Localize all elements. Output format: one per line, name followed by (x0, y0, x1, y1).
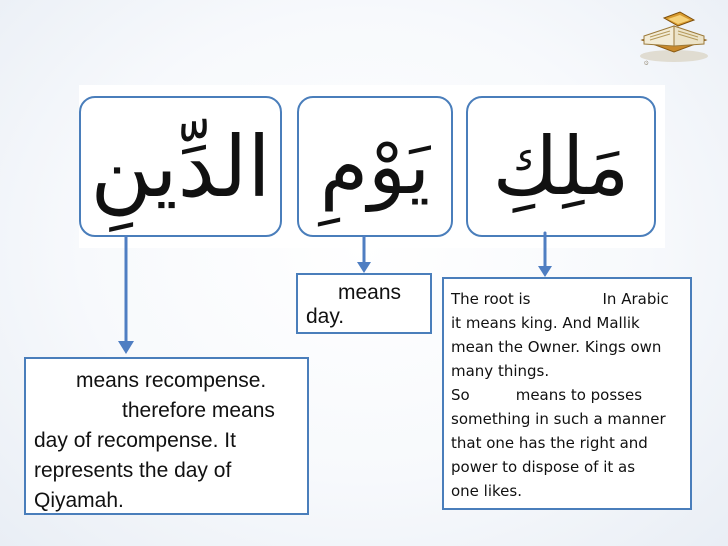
root-line-7: that one has the right and (451, 434, 648, 452)
arabic-word-ad-deen: الدِّينِ (90, 117, 271, 216)
root-line-1a: The root is (451, 290, 531, 308)
root-line-2: it means king. And Mallik (451, 314, 640, 332)
root-line-3: mean the Owner. Kings own (451, 338, 662, 356)
rec-line-5: Qiyamah. (34, 489, 124, 512)
arabic-word-maalik: مَلِكِ (492, 119, 630, 213)
root-line-1 (451, 287, 684, 311)
root-line-5 (451, 383, 684, 407)
rec-line-3: day of recompense. It (34, 429, 236, 452)
root-line-5b: means to posses (515, 386, 643, 404)
root-line-8: power to dispose of it as (451, 458, 636, 476)
root-line-9: one likes. (451, 482, 522, 500)
rec-line-2: therefore means (122, 399, 275, 422)
rec-line-4: represents the day of (34, 459, 232, 482)
svg-text:۞: ۞ (644, 57, 649, 66)
root-line-4: many things. (451, 362, 550, 380)
root-line-6: something in such a manner (451, 410, 666, 428)
root-line-1b: In Arabic (602, 290, 669, 308)
day-line-2: day. (306, 305, 345, 328)
meaning-box-ad-deen (24, 357, 309, 515)
meaning-box-maalik (442, 277, 692, 510)
day-line-1: means (338, 281, 402, 304)
rec-line-1: means recompense. (76, 369, 267, 392)
meaning-box-yawm (296, 273, 432, 334)
arabic-word-yawm: يَوْمِ (319, 121, 431, 212)
root-line-5a: So (451, 386, 470, 404)
